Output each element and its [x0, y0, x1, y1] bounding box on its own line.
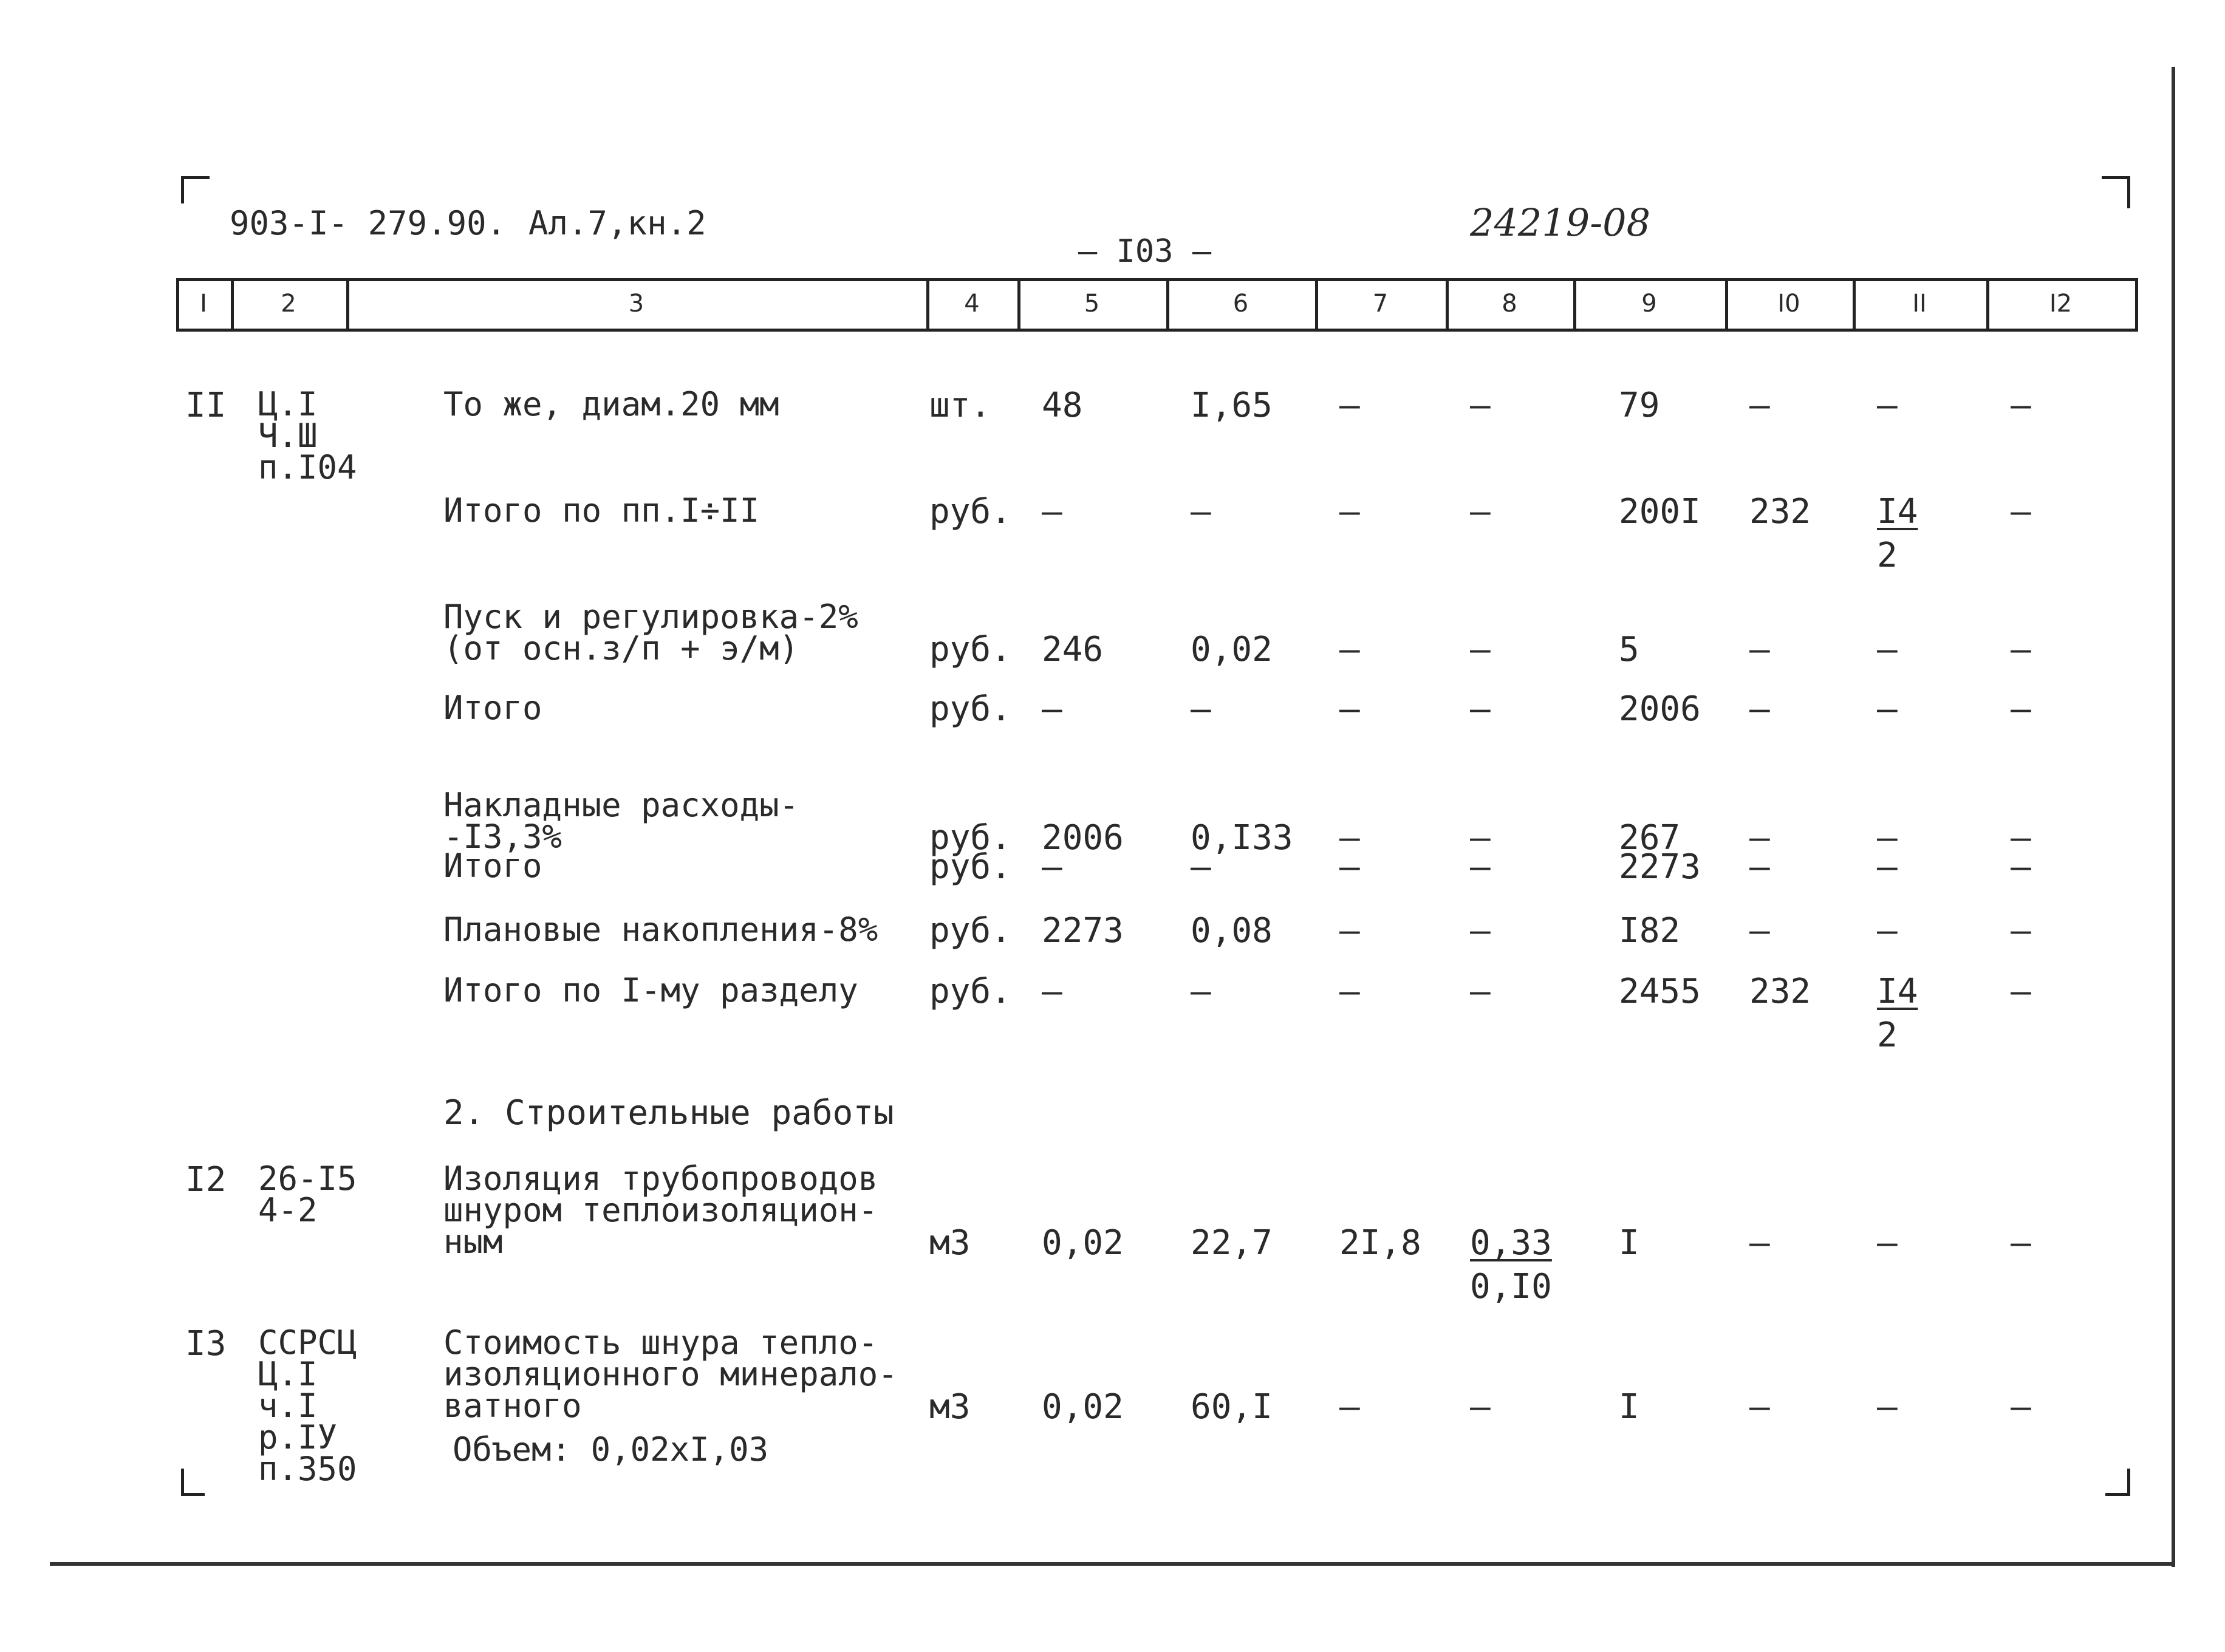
cell-value-c9: 267	[1619, 818, 1681, 858]
cell-value-c10: –	[1749, 1223, 1770, 1263]
cell-value-c9: 2455	[1619, 972, 1701, 1011]
column-number: I0	[1777, 290, 1800, 318]
handwritten-sheet-number: 24219-08	[1470, 200, 1651, 245]
cell-value-c10: –	[1749, 386, 1770, 425]
corner-mark-bottom-right	[2105, 1469, 2130, 1496]
corner-mark-top-left	[181, 176, 210, 203]
cell-value-c7: –	[1339, 630, 1360, 669]
cell-value-c8: –	[1470, 1387, 1491, 1427]
work-description: Плановые накопления-8%	[443, 910, 878, 949]
cell-value-c12: –	[2011, 386, 2031, 425]
cell-value-c12: –	[2011, 847, 2031, 887]
column-number: II	[1912, 290, 1927, 318]
unit-of-measure: шт.	[929, 386, 991, 425]
cell-value-c11: –	[1877, 689, 1898, 729]
unit-of-measure: м3	[929, 1223, 971, 1263]
cell-value-c12: –	[2011, 689, 2031, 729]
work-description: То же, диам.20 мм	[443, 385, 779, 423]
cell-value-c11: –	[1877, 1387, 1898, 1427]
cell-value-c7: 2I,8	[1339, 1223, 1421, 1263]
fraction-denominator: 0,I0	[1470, 1267, 1552, 1306]
cell-value-c10: 232	[1749, 492, 1811, 531]
cell-value-c9: 200I	[1619, 492, 1701, 531]
cell-value-c12: –	[2011, 818, 2031, 858]
work-description: Итого	[443, 689, 542, 727]
unit-of-measure: м3	[929, 1387, 971, 1427]
column-separator	[2135, 278, 2138, 329]
cell-value-c8: –	[1470, 972, 1491, 1011]
column-number: I2	[2049, 290, 2073, 318]
work-description: Стоимость шнура тепло- изоляционного минерало- ватного	[443, 1323, 898, 1425]
unit-of-measure: руб.	[929, 847, 1011, 887]
page-bottom-border	[50, 1562, 2175, 1566]
cell-value-c8: –	[1470, 818, 1491, 858]
cell-value-c11: –	[1877, 911, 1898, 951]
cell-value-c10: 232	[1749, 972, 1811, 1011]
row-number: II	[185, 386, 227, 425]
cell-value-c5: 0,02	[1042, 1387, 1124, 1427]
cell-value-c6: 22,7	[1191, 1223, 1273, 1263]
column-number: 2	[281, 290, 296, 318]
cell-value-c7: –	[1339, 911, 1360, 951]
cell-value-c10: –	[1749, 911, 1770, 951]
cell-value-c9: 5	[1619, 630, 1639, 669]
cell-value-c6: 0,08	[1191, 911, 1273, 951]
cell-value-c5: 246	[1042, 630, 1104, 669]
fraction-denominator: 2	[1877, 1015, 1898, 1055]
norm-reference: ССРСЦ Ц.I ч.I р.IУ п.350	[258, 1323, 357, 1488]
cell-value-c10: –	[1749, 847, 1770, 887]
cell-value-c8: –	[1470, 630, 1491, 669]
cell-value-c5: 0,02	[1042, 1223, 1124, 1263]
cell-value-c5: –	[1042, 492, 1062, 531]
cell-value-c10: –	[1749, 818, 1770, 858]
cell-value-c11: –	[1877, 630, 1898, 669]
column-number: 5	[1084, 290, 1100, 318]
cell-value-c9: 79	[1619, 386, 1660, 425]
cell-value-c7: –	[1339, 492, 1360, 531]
cell-value-c5: 2006	[1042, 818, 1124, 858]
cell-value-c6: –	[1191, 972, 1211, 1011]
cell-value-c12: –	[2011, 972, 2031, 1011]
cell-value-c8: –	[1470, 847, 1491, 887]
cell-value-c9: I	[1619, 1387, 1639, 1427]
cell-value-c5: –	[1042, 972, 1062, 1011]
section-heading: 2. Строительные работы	[443, 1093, 894, 1133]
cell-value-c8: –	[1470, 492, 1491, 531]
cell-value-c9: I82	[1619, 911, 1681, 951]
cell-value-c11: –	[1877, 386, 1898, 425]
column-number: 4	[964, 290, 980, 318]
cell-value-c5: 48	[1042, 386, 1083, 425]
work-description: Итого	[443, 847, 542, 885]
work-description: Итого по I-му разделу	[443, 971, 858, 1009]
norm-reference: Ц.I Ч.Ш п.I04	[258, 385, 357, 486]
corner-mark-top-right	[2102, 176, 2130, 208]
column-number: 6	[1232, 290, 1249, 318]
page-number: — I03 —	[1078, 233, 1212, 270]
corner-mark-bottom-left	[181, 1469, 205, 1496]
unit-of-measure: руб.	[929, 492, 1011, 531]
cell-value-c10: –	[1749, 1387, 1770, 1427]
unit-of-measure: руб.	[929, 630, 1011, 669]
fraction-numerator: I4	[1877, 492, 1918, 531]
cell-value-c6: 0,02	[1191, 630, 1273, 669]
work-description: Пуск и регулировка-2% (от осн.з/п + э/м)	[443, 598, 858, 667]
album-ref: Ал.7,кн.2	[528, 204, 706, 242]
cell-value-c5: –	[1042, 847, 1062, 887]
cell-value-c9: I	[1619, 1223, 1639, 1263]
cell-value-c6: 60,I	[1191, 1387, 1273, 1427]
cell-value-c10: –	[1749, 689, 1770, 729]
column-number: I	[200, 290, 207, 318]
cell-value-c12: –	[2011, 630, 2031, 669]
column-number: 3	[628, 290, 644, 318]
cell-value-c12: –	[2011, 911, 2031, 951]
cell-value-c7: –	[1339, 386, 1360, 425]
cell-value-c9: 2273	[1619, 847, 1701, 887]
unit-of-measure: руб.	[929, 818, 1011, 858]
page-right-border	[2172, 67, 2175, 1567]
fraction-numerator: I4	[1877, 972, 1918, 1011]
cell-value-c12: –	[2011, 1387, 2031, 1427]
cell-value-c6: 0,I33	[1191, 818, 1293, 858]
cell-value-c7: –	[1339, 818, 1360, 858]
cell-value-c5: –	[1042, 689, 1062, 729]
cell-value-c12: –	[2011, 1223, 2031, 1263]
column-number: 7	[1372, 290, 1389, 318]
row-number: I2	[185, 1160, 227, 1200]
cell-value-c7: –	[1339, 689, 1360, 729]
cell-value-c11: –	[1877, 818, 1898, 858]
doc-code: 903-I- 279.90.	[230, 204, 507, 242]
norm-reference: 26-I5 4-2	[258, 1159, 357, 1229]
cell-value-c6: –	[1191, 689, 1211, 729]
cell-value-c8: –	[1470, 689, 1491, 729]
cell-value-c7: –	[1339, 1387, 1360, 1427]
cell-value-c8: –	[1470, 386, 1491, 425]
unit-of-measure: руб.	[929, 689, 1011, 729]
cell-value-c11: –	[1877, 847, 1898, 887]
work-description: Итого по пп.I÷II	[443, 491, 760, 530]
fraction-denominator: 2	[1877, 536, 1898, 575]
cell-value-c8: –	[1470, 911, 1491, 951]
cell-value-c7: –	[1339, 847, 1360, 887]
cell-value-c7: –	[1339, 972, 1360, 1011]
unit-of-measure: руб.	[929, 911, 1011, 951]
volume-note: Объем: 0,02хI,03	[453, 1430, 769, 1469]
cell-value-c5: 2273	[1042, 911, 1124, 951]
cell-value-c6: I,65	[1191, 386, 1273, 425]
cell-value-c6: –	[1191, 492, 1211, 531]
column-number: 8	[1502, 290, 1517, 318]
cell-value-c9: 2006	[1619, 689, 1701, 729]
cell-value-c12: –	[2011, 492, 2031, 531]
row-number: I3	[185, 1324, 227, 1364]
unit-of-measure: руб.	[929, 972, 1011, 1011]
fraction-numerator: 0,33	[1470, 1223, 1552, 1263]
cell-value-c6: –	[1191, 847, 1211, 887]
cell-value-c11: –	[1877, 1223, 1898, 1263]
work-description: Изоляция трубопроводов шнуром теплоизоляцион- ным	[443, 1159, 878, 1261]
work-description: Накладные расходы- -I3,3%	[443, 786, 799, 856]
column-number: 9	[1641, 290, 1657, 318]
cell-value-c10: –	[1749, 630, 1770, 669]
